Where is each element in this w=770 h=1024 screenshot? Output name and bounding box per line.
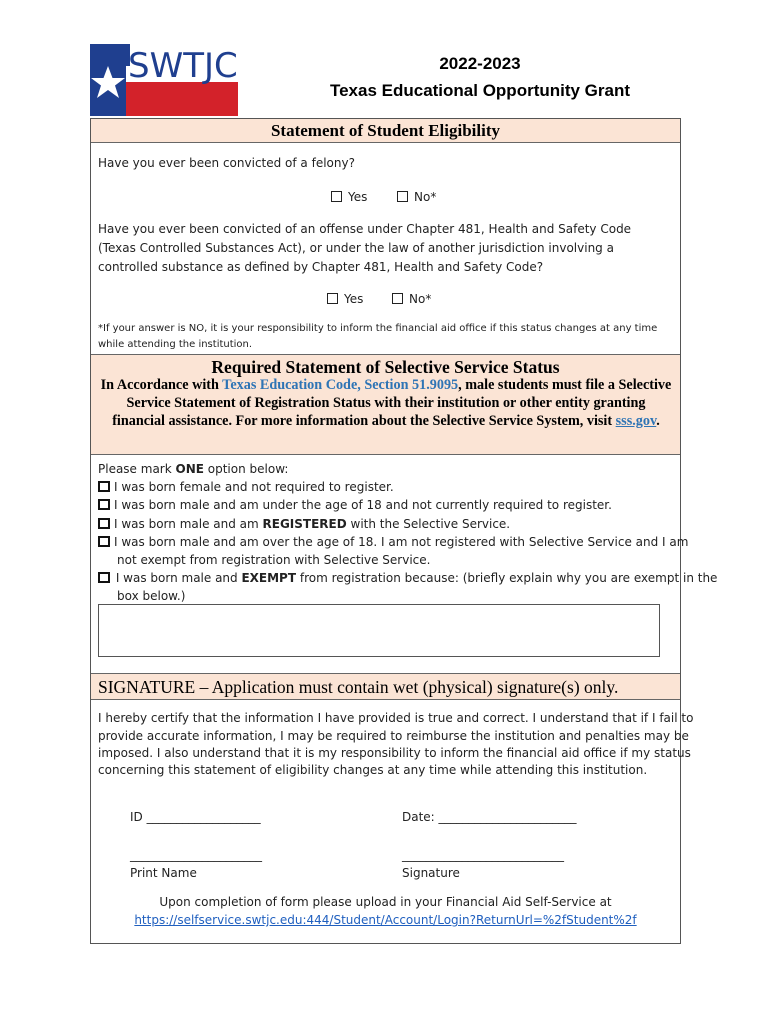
sss-gov-link[interactable]: sss.gov	[615, 413, 657, 429]
option-continuation: not exempt from registration with Selective Service.	[117, 553, 431, 567]
self-service-link[interactable]	[91, 913, 680, 927]
upload-instruction: Upon completion of form please upload in your Financial Aid Self-Service at	[159, 895, 612, 909]
date-field[interactable]: Date: _______________________	[402, 810, 577, 824]
swtjc-logo	[90, 44, 238, 116]
selective-service-intro	[100, 376, 672, 430]
signature-heading: SIGNATURE – Application must contain wet (physical) signature(s) only.	[91, 673, 680, 700]
option-text: with the Selective Service.	[346, 517, 511, 531]
felony-yes-option[interactable]	[331, 190, 367, 204]
option-emphasis: EXEMPT	[241, 571, 297, 585]
form-title: Texas Educational Opportunity Grant	[329, 81, 631, 100]
certification-line: I hereby certify that the information I have provided is true and correct. I understand that if I fail to	[98, 711, 694, 725]
print-name-label: Print Name	[130, 866, 197, 880]
option-emphasis: REGISTERED	[262, 517, 347, 531]
footnote: while attending the institution.	[98, 339, 253, 350]
instruction-text: Please mark	[98, 462, 176, 476]
ss-option[interactable]	[98, 571, 717, 585]
exemption-explanation-box[interactable]	[98, 604, 660, 657]
ss-option[interactable]	[98, 480, 394, 494]
certification-line: concerning this statement of eligibility changes at any time while attending this institution.	[98, 763, 648, 777]
checkbox[interactable]	[98, 536, 110, 547]
option-continuation: box below.)	[117, 589, 186, 603]
instruction	[98, 462, 288, 476]
certification-line: provide accurate information, I may be required to reimburse the institution and penalties may be	[98, 729, 689, 743]
selective-service-heading: Required Statement of Selective Service Status	[211, 357, 560, 377]
checkbox[interactable]	[331, 191, 342, 202]
drug-yes-option[interactable]	[327, 292, 363, 306]
drug-question-line: controlled substance as defined by Chapter 481, Health and Safety Code?	[98, 260, 544, 274]
ss-option[interactable]	[98, 517, 510, 531]
checkbox[interactable]	[98, 572, 110, 583]
option-text: I was born female and not required to register.	[114, 480, 394, 494]
checkbox[interactable]	[327, 293, 338, 304]
instruction-text: option below:	[203, 462, 289, 476]
checkbox[interactable]	[392, 293, 403, 304]
option-label: Yes	[348, 190, 368, 204]
certification-line: imposed. I also understand that it is my responsibility to inform the financial aid office if my status	[98, 746, 691, 760]
logo-text: SWTJC	[128, 46, 238, 86]
form-year: 2022-2023	[439, 54, 521, 73]
eligibility-heading: Statement of Student Eligibility	[91, 119, 680, 143]
option-text: I was born male and am under the age of 18 and not currently required to register.	[114, 498, 612, 512]
drug-question-line: (Texas Controlled Substances Act), or under the law of another jurisdiction involving a	[98, 241, 614, 255]
checkbox[interactable]	[98, 481, 110, 492]
felony-question: Have you ever been convicted of a felony?	[98, 156, 355, 170]
education-code-link[interactable]: Texas Education Code, Section 51.9095	[222, 377, 459, 393]
id-field[interactable]: ID ___________________	[130, 810, 261, 824]
option-label: Yes	[344, 292, 364, 306]
instruction-emphasis: ONE	[175, 462, 204, 476]
signature-label: Signature	[402, 866, 460, 880]
footnote: *If your answer is NO, it is your responsibility to inform the financial aid office if this status changes at any time	[98, 323, 658, 334]
option-text: I was born male and am	[114, 517, 263, 531]
intro-text: In Accordance with	[100, 377, 223, 393]
print-name-line[interactable]: ______________________	[130, 848, 262, 862]
signature-line[interactable]: ___________________________	[402, 848, 564, 862]
checkbox[interactable]	[98, 518, 110, 529]
ss-option[interactable]	[98, 498, 612, 512]
felony-no-option[interactable]	[397, 190, 436, 204]
drug-question-line: Have you ever been convicted of an offense under Chapter 481, Health and Safety Code	[98, 222, 632, 236]
option-text: from registration because: (briefly explain why you are exempt in the	[296, 571, 718, 585]
intro-text: .	[656, 413, 660, 429]
drug-no-option[interactable]	[392, 292, 431, 306]
option-text: I was born male and	[112, 571, 242, 585]
self-service-url[interactable]: https://selfservice.swtjc.edu:444/Student/Account/Login?ReturnUrl=%2fStudent%2f	[134, 913, 637, 927]
checkbox[interactable]	[397, 191, 408, 202]
option-text: I was born male and am over the age of 18. I am not registered with Selective Service and I am	[114, 535, 689, 549]
intro-text: , male students must file a Selective Service Statement of Registration Status with their institution or other entity granting financial assistance. For more information about the Selective Service System, visit	[112, 377, 672, 429]
ss-option[interactable]	[98, 535, 688, 549]
option-label: No*	[409, 292, 432, 306]
checkbox[interactable]	[98, 499, 110, 510]
option-label: No*	[414, 190, 437, 204]
